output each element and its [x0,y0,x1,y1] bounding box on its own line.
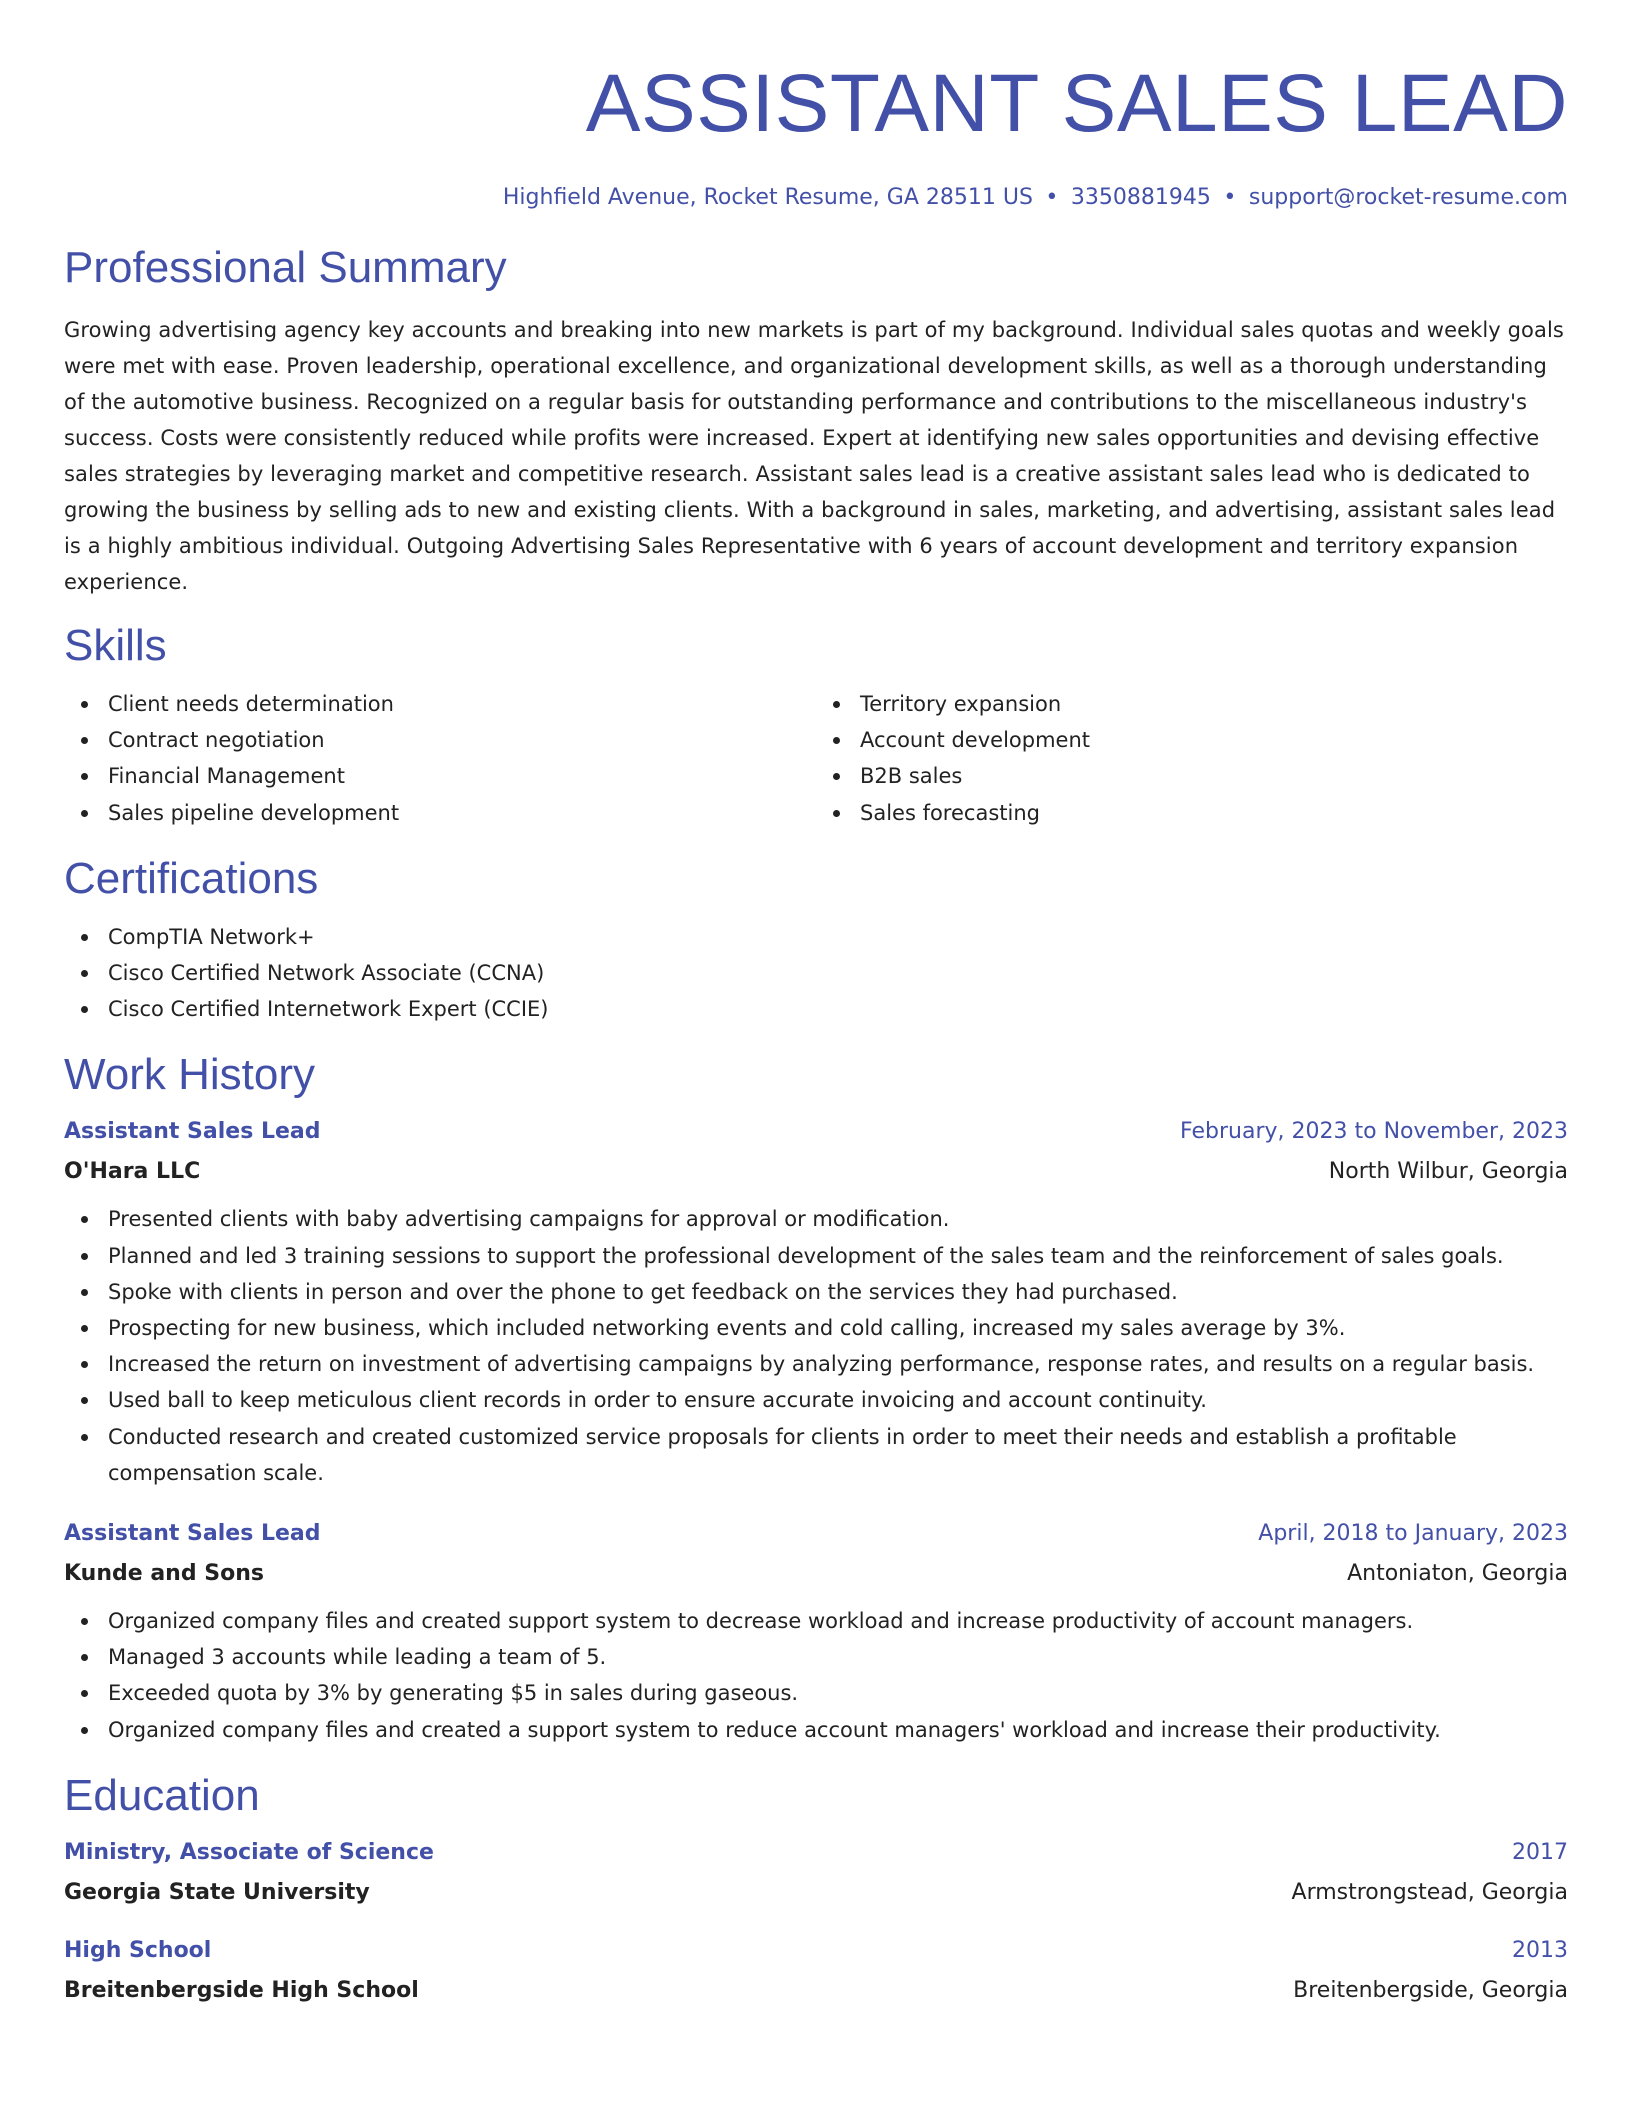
job-bullet: Exceeded quota by 3% by generating $5 in sales during gaseous. [108,1675,1568,1711]
certification-item: CompTIA Network+ [108,919,1568,955]
job-bullet: Managed 3 accounts while leading a team of 5. [108,1639,1568,1675]
job-bullet: Organized company files and created support system to decrease workload and increase productivity of account managers. [108,1603,1568,1639]
education-year: 2013 [1512,1937,1568,1963]
skill-item: Contract negotiation [108,722,816,758]
summary-text: Growing advertising agency key accounts and breaking into new markets is part of my background. Individual sales quotas and weekly goals were met with ease. Proven leadership, operational excellence, and organizational development skills, as well as a thorough understanding of the automotive business. Recognized on a regular basis for outstanding performance and contributions to the miscellaneous industry's success. Costs were consistently reduced while profits were increased. Expert at identifying new sales opportunities and devising effective sales strategies by leveraging market and competitive research. Assistant sales lead is a creative assistant sales lead who is dedicated to growing the business by selling ads to new and existing clients. With a background in sales, marketing, and advertising, assistant sales lead is a highly ambitious individual. Outgoing Advertising Sales Representative with 6 years of account development and territory expansion experience. [64,318,1564,594]
job-bullet: Used ball to keep meticulous client records in order to ensure accurate invoicing and account continuity. [108,1382,1568,1418]
certifications-section [64,853,1568,1028]
education-heading: Education [64,1770,260,1820]
education-section [64,1770,1568,2006]
job-bullets [64,1201,1568,1491]
job-bullet: Spoke with clients in person and over the phone to get feedback on the services they had purchased. [108,1274,1568,1310]
job-entry [64,1117,1568,1491]
job-title-row [64,1519,1568,1549]
education-location: Breitenbergside, Georgia [1293,1977,1568,2003]
job-company-row [64,1559,1568,1589]
summary-heading: Professional Summary [64,243,507,292]
skills-list-left [64,686,816,831]
work-history-heading: Work History [64,1050,315,1100]
job-bullet: Presented clients with baby advertising campaigns for approval or modification. [108,1201,1568,1237]
skills-section [64,620,1568,831]
education-degree-row [64,1936,1568,1966]
education-entry [64,1838,1568,1908]
job-dates: April, 2018 to January, 2023 [1258,1521,1568,1547]
job-location: Antoniaton, Georgia [1347,1561,1568,1587]
job-title-row [64,1117,1568,1147]
skill-item: B2B sales [860,758,1568,794]
job-title: Assistant Sales Lead [64,1521,321,1547]
job-bullet: Increased the return on investment of advertising campaigns by analyzing performance, response rates, and results on a regular basis. [108,1346,1568,1382]
skill-item: Financial Management [108,758,816,794]
certifications-heading: Certifications [64,853,319,903]
job-bullet: Prospecting for new business, which included networking events and cold calling, increased my sales average by 3%. [108,1310,1568,1346]
candidate-name: ASSISTANT SALES LEAD [585,58,1568,149]
education-school-row [64,1878,1568,1908]
job-dates: February, 2023 to November, 2023 [1180,1119,1568,1145]
education-school-row [64,1976,1568,2006]
job-bullet: Conducted research and created customized service proposals for clients in order to meet their needs and establish a profitable compensation scale. [108,1419,1568,1491]
education-entry [64,1936,1568,2006]
job-company: O'Hara LLC [64,1159,201,1185]
skill-item: Territory expansion [860,686,1568,722]
job-bullets [64,1603,1568,1748]
skill-item: Sales pipeline development [108,795,816,831]
certifications-list [64,919,1568,1028]
education-year: 2017 [1512,1839,1568,1865]
address: Highfield Avenue, Rocket Resume, GA 28511 US [502,185,1033,210]
skills-heading: Skills [64,621,167,670]
education-degree: Ministry, Associate of Science [64,1839,434,1865]
separator-dot: • [1223,185,1237,210]
education-location: Armstrongstead, Georgia [1291,1879,1568,1905]
job-entry [64,1519,1568,1748]
certification-item: Cisco Certified Network Associate (CCNA) [108,955,1568,991]
skills-list-right [816,686,1568,831]
job-location: North Wilbur, Georgia [1328,1159,1568,1185]
resume-page [64,0,1568,2006]
email[interactable]: support@rocket-resume.com [1248,185,1568,210]
skill-item: Client needs determination [108,686,816,722]
summary-section [64,242,1568,600]
phone[interactable]: 3350881945 [1070,185,1211,210]
separator-dot: • [1045,185,1059,210]
job-title: Assistant Sales Lead [64,1119,321,1145]
skill-item: Sales forecasting [860,795,1568,831]
education-school: Georgia State University [64,1879,370,1905]
job-company-row [64,1157,1568,1187]
job-bullet: Planned and led 3 training sessions to support the professional development of the sales team and the reinforcement of sales goals. [108,1238,1568,1274]
contact-line [64,184,1568,212]
education-school: Breitenbergside High School [64,1977,419,2003]
skill-item: Account development [860,722,1568,758]
education-degree-row [64,1838,1568,1868]
education-degree: High School [64,1937,212,1963]
skills-columns [64,686,1568,831]
job-company: Kunde and Sons [64,1561,264,1587]
certification-item: Cisco Certified Internetwork Expert (CCIE) [108,991,1568,1027]
work-history-section [64,1049,1568,1747]
job-bullet: Organized company files and created a support system to reduce account managers' workload and increase their productivity. [108,1712,1568,1748]
